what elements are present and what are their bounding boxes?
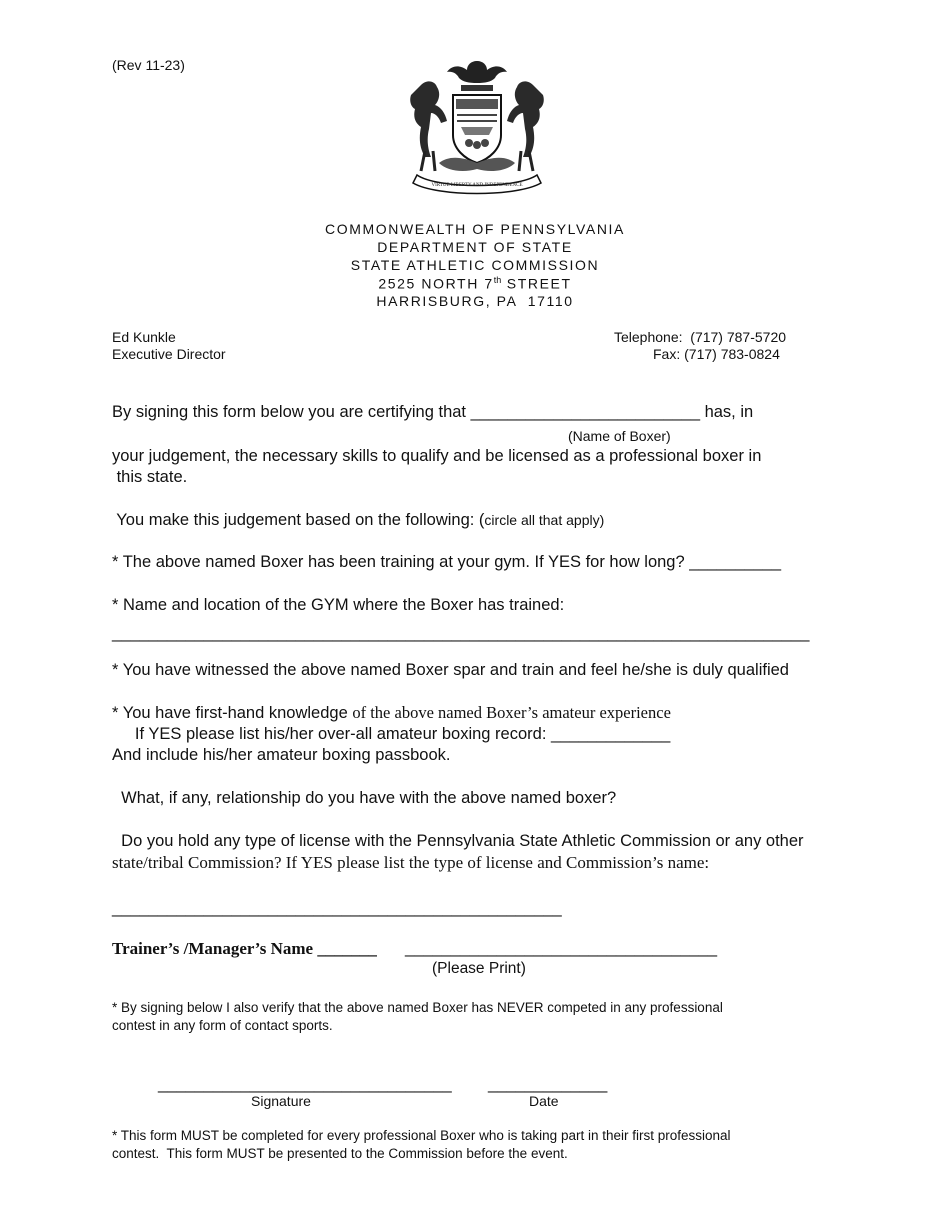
gym-location-item: * Name and location of the GYM where the Boxer has trained: bbox=[112, 596, 565, 614]
gym-training-item: * The above named Boxer has been training at your gym. If YES for how long? __________ bbox=[112, 553, 781, 571]
license-question-line-2: state/tribal Commission? If YES please list the type of license and Commission’s name: bbox=[112, 853, 710, 872]
certification-line-1: By signing this form below you are certifying that _________________________ has, in bbox=[112, 403, 754, 421]
footer-line-2: contest. This form MUST be presented to the Commission before the event. bbox=[112, 1146, 568, 1161]
firsthand-text-a: * You have first-hand knowledge bbox=[112, 704, 353, 722]
license-answer-line: _________________________________________________ bbox=[112, 899, 562, 917]
header-commission: STATE ATHLETIC COMMISSION bbox=[350, 257, 600, 273]
judgement-basis bbox=[112, 511, 604, 530]
trainer-name-line: __________________________________ bbox=[405, 939, 718, 957]
judgement-text: You make this judgement based on the following: ( bbox=[112, 511, 485, 529]
footer-line-1: * This form MUST be completed for every professional Boxer who is taking part in their first professional bbox=[112, 1128, 731, 1143]
director-name: Ed Kunkle bbox=[112, 329, 176, 345]
trainer-name-label: Trainer’s /Manager’s Name _______ bbox=[112, 939, 377, 958]
date-line: _____________ bbox=[488, 1075, 608, 1093]
relationship-question: What, if any, relationship do you have with the above named boxer? bbox=[112, 789, 617, 807]
date-caption: Date bbox=[529, 1093, 559, 1109]
witnessed-item: * You have witnessed the above named Boxer spar and train and feel he/she is duly qualified bbox=[112, 661, 789, 679]
header-city: HARRISBURG, PA 17110 bbox=[376, 293, 574, 309]
gym-location-line: ____________________________________________________________________________ bbox=[112, 624, 810, 642]
street-number: 2525 NORTH 7 bbox=[378, 275, 494, 292]
header-commonwealth: COMMONWEALTH OF PENNSYLVANIA bbox=[325, 221, 625, 237]
passbook-item: And include his/her amateur boxing passbook. bbox=[112, 746, 451, 764]
please-print-caption: (Please Print) bbox=[432, 960, 526, 977]
street-name: STREET bbox=[501, 275, 572, 292]
revision-label: (Rev 11-23) bbox=[112, 57, 185, 73]
verify-line-1: * By signing below I also verify that the above named Boxer has NEVER competed in any professional bbox=[112, 1000, 723, 1015]
certification-line-3: this state. bbox=[112, 468, 188, 486]
signature-caption: Signature bbox=[251, 1093, 311, 1109]
firsthand-text-b: of the above named Boxer’s amateur experience bbox=[352, 703, 671, 722]
fax: Fax: (717) 783-0824 bbox=[653, 346, 780, 362]
pennsylvania-coat-of-arms-icon bbox=[403, 55, 551, 197]
signature-line: ________________________________ bbox=[158, 1075, 452, 1093]
certification-line-2: your judgement, the necessary skills to qualify and be licensed as a professional boxer in bbox=[112, 447, 762, 465]
license-question-line-1: Do you hold any type of license with the Pennsylvania State Athletic Commission or any other bbox=[112, 832, 804, 850]
amateur-record-item: If YES please list his/her over-all amateur boxing record: _____________ bbox=[112, 725, 671, 743]
verify-line-2: contest in any form of contact sports. bbox=[112, 1018, 333, 1033]
header-street bbox=[0, 275, 950, 292]
street-ordinal: th bbox=[493, 275, 502, 285]
telephone: Telephone: (717) 787-5720 bbox=[614, 329, 787, 345]
header-department: DEPARTMENT OF STATE bbox=[377, 239, 573, 255]
firsthand-item bbox=[112, 703, 671, 723]
director-title: Executive Director bbox=[112, 346, 226, 362]
circle-all-note: circle all that apply) bbox=[484, 512, 605, 528]
seal-ribbon-text: VIRTUE LIBERTY AND INDEPENDENCE bbox=[431, 183, 523, 188]
name-of-boxer-caption: (Name of Boxer) bbox=[568, 428, 671, 444]
